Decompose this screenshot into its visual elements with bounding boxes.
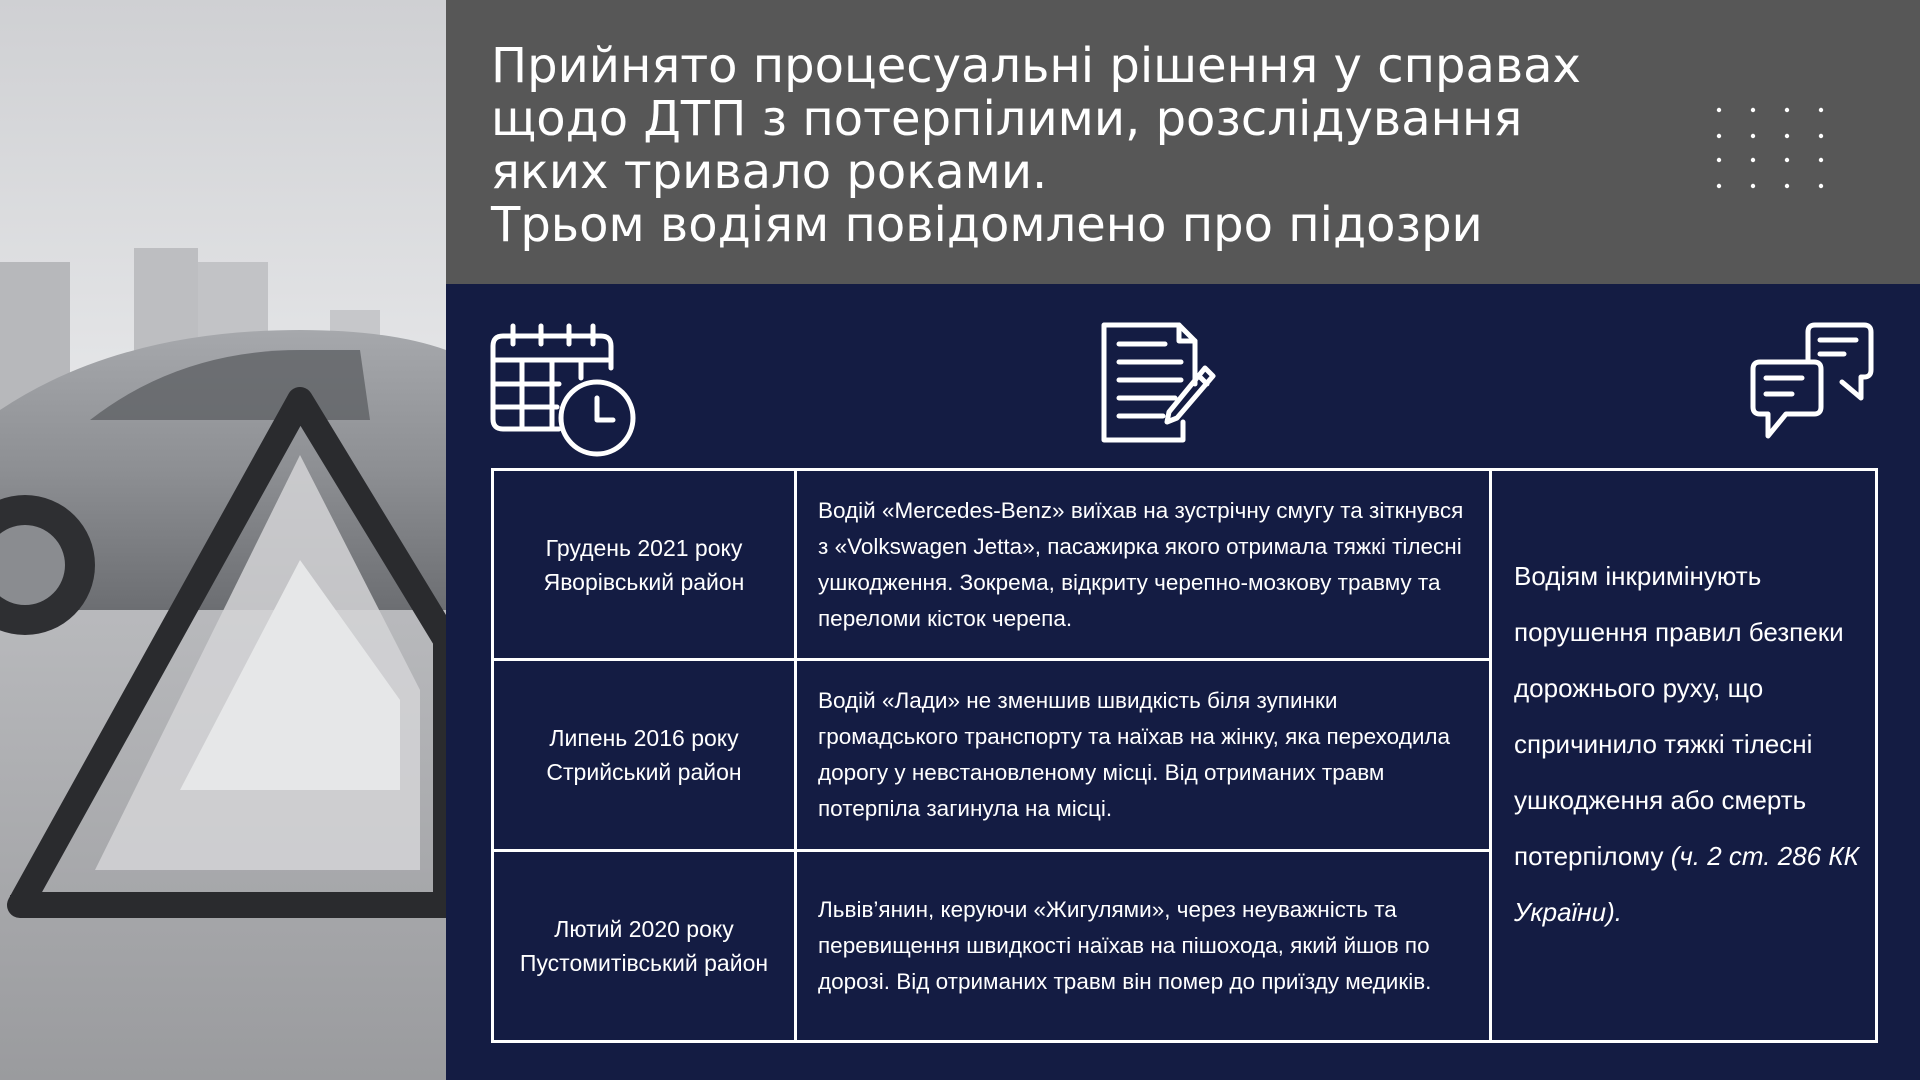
case-description: Водій «Лади» не зменшив швидкість біля зупинки громадського транспорту та наїхав на жінку, яка переходила дорогу у невстановленому місці. Від отриманих травм потерпіла загинула на місці.: [818, 688, 1451, 821]
table-row: [797, 471, 1489, 661]
dot-grid-decoration: [1715, 104, 1825, 192]
table-row: [797, 852, 1489, 1040]
title-line: щодо ДТП з потерпілими, розслідування: [491, 91, 1523, 147]
case-date-cell: [494, 912, 794, 980]
case-date: Лютий 2020 року: [554, 916, 734, 942]
date-column: [494, 471, 797, 1040]
page-title: [491, 40, 1771, 252]
table-row: [797, 661, 1489, 852]
header-band: [446, 0, 1920, 284]
case-district: Яворівський район: [543, 568, 745, 595]
warning-triangle-photo: [0, 0, 446, 1080]
description-column: [797, 471, 1492, 1040]
cases-table: [491, 468, 1878, 1043]
case-date-cell: [494, 721, 794, 789]
case-description: Водій «Mercedes-Benz» виїхав на зустрічну смугу та зіткнувся з «Volkswagen Jetta», пасажирка якого отримала тяжкі тілесні ушкодження. Зокрема, відкриту черепно-мозкову травму та переломи кісток черепа.: [818, 497, 1464, 631]
chat-bubbles-icon: [1750, 322, 1874, 442]
calendar-clock-icon: [489, 322, 637, 458]
table-row: [494, 661, 794, 852]
case-date-cell: [494, 531, 794, 599]
table-row: [494, 471, 794, 661]
title-line: яких тривало роками.: [491, 144, 1048, 200]
table-row: [494, 852, 794, 1040]
document-pen-icon: [1101, 322, 1219, 444]
summary-text-block: [1492, 548, 1875, 940]
case-district: Стрийський район: [546, 759, 742, 785]
case-date: Липень 2016 року: [549, 725, 739, 751]
case-district: Пустомитівський район: [519, 950, 769, 976]
case-date: Грудень 2021 року: [545, 534, 743, 561]
title-line: Прийнято процесуальні рішення у справах: [491, 38, 1581, 94]
summary-text: Водіям інкримінують порушення правил безпеки дорожнього руху, що спричинило тяжкі тілесні ушкодження або смерть потерпілому: [1514, 560, 1844, 871]
case-description: Львів’янин, керуючи «Жигулями», через неуважність та перевищення швидкості наїхав на пішохода, який йшов по дорозі. Від отриманих травм він помер до приїзду медиків.: [818, 897, 1432, 994]
summary-column: [1492, 471, 1875, 1040]
law-reference: (ч. 2 ст. 286 КК України).: [1514, 840, 1859, 927]
title-line: Трьом водіям повідомлено про підозри: [491, 197, 1483, 253]
